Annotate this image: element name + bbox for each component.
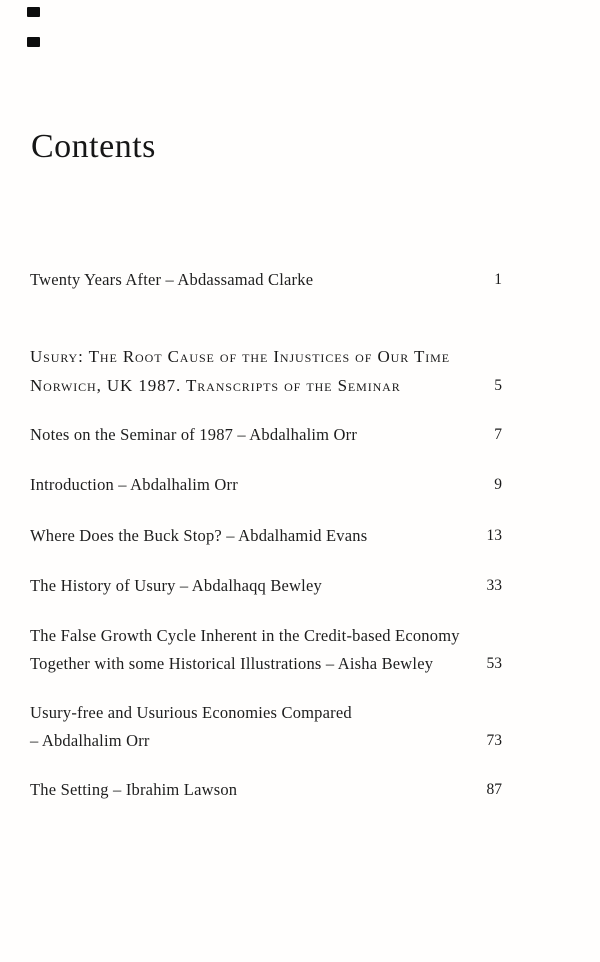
page-title: Contents bbox=[31, 128, 156, 165]
toc-entry-page-number: 13 bbox=[486, 527, 502, 544]
toc-entry-line: Twenty Years After – Abdassamad Clarke bbox=[30, 270, 314, 289]
toc-entry bbox=[30, 572, 502, 600]
toc-entry-line: – Abdalhalim Orr bbox=[30, 731, 150, 750]
toc-entry bbox=[30, 342, 502, 400]
toc-entry bbox=[30, 699, 502, 755]
scan-mark bbox=[27, 7, 40, 17]
toc-entry bbox=[30, 622, 502, 678]
toc-entry-page-number: 7 bbox=[494, 426, 502, 443]
toc-entry bbox=[30, 776, 502, 804]
toc-entry-title bbox=[30, 522, 367, 550]
toc-entry-line: The Setting – Ibrahim Lawson bbox=[30, 780, 238, 799]
toc-entry-line: Together with some Historical Illustrations – Aisha Bewley bbox=[30, 654, 434, 673]
toc-entry-page-number: 33 bbox=[486, 577, 502, 594]
toc-entry-line: Usury: The Root Cause of the Injustices of Our Time bbox=[30, 347, 450, 366]
toc-entry-page-number: 53 bbox=[486, 655, 502, 672]
toc-entry-title bbox=[30, 342, 450, 400]
toc-entry-title bbox=[30, 572, 322, 600]
toc-entry-line: The False Growth Cycle Inherent in the Credit-based Economy bbox=[30, 626, 460, 645]
toc-entry-title bbox=[30, 622, 460, 678]
toc-entry-line: Introduction – Abdalhalim Orr bbox=[30, 475, 238, 494]
toc-entry-title bbox=[30, 776, 237, 804]
toc-entry bbox=[30, 266, 502, 294]
toc-entry-page-number: 9 bbox=[494, 476, 502, 493]
toc-entry-page-number: 73 bbox=[486, 732, 502, 749]
toc-entry-line: The History of Usury – Abdalhaqq Bewley bbox=[30, 576, 322, 595]
toc-entry-page-number: 1 bbox=[494, 271, 502, 288]
toc-entry bbox=[30, 421, 502, 449]
toc-entry bbox=[30, 471, 502, 499]
toc-entry-line: Usury-free and Usurious Economies Compared bbox=[30, 703, 352, 722]
toc-entry-title bbox=[30, 266, 313, 294]
toc-entry bbox=[30, 522, 502, 550]
toc-entry-page-number: 5 bbox=[494, 377, 502, 394]
toc-entry-title bbox=[30, 699, 352, 755]
toc-entry-title bbox=[30, 471, 238, 499]
toc-entry-line: Where Does the Buck Stop? – Abdalhamid Evans bbox=[30, 526, 368, 545]
toc-entry-line: Norwich, UK 1987. Transcripts of the Seminar bbox=[30, 376, 401, 395]
scan-mark bbox=[27, 37, 40, 47]
toc-entry-page-number: 87 bbox=[486, 781, 502, 798]
toc-entry-line: Notes on the Seminar of 1987 – Abdalhalim Orr bbox=[30, 425, 358, 444]
toc-entry-title bbox=[30, 421, 357, 449]
